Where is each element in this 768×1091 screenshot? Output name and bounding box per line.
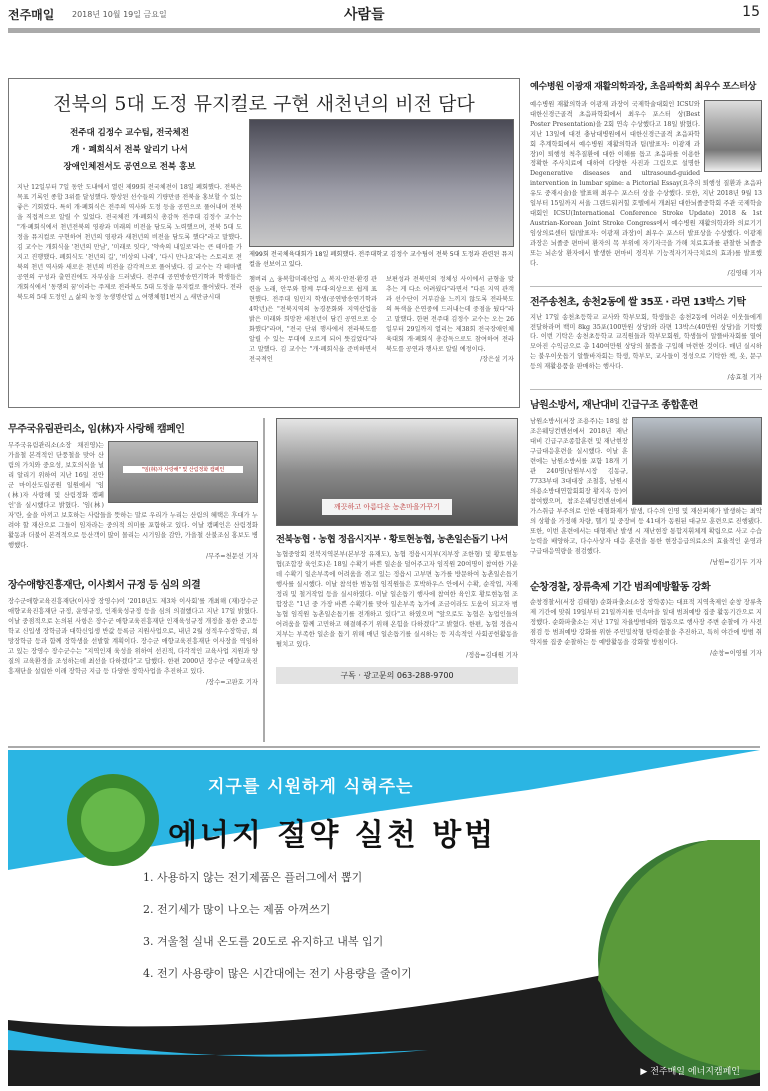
article-headline: 예수병원 이광재 재활의학과장, 초음파학회 최우수 포스터상 xyxy=(530,81,756,92)
left-column xyxy=(8,420,258,688)
byline: /순창=이영필 기자 xyxy=(710,650,762,658)
article-headline: 무주국유림관리소, 임(林)자 사랑해 캠페인 xyxy=(8,424,185,435)
campaign-banner: "임(林)자 사랑해" 및 산림정화 캠페인 xyxy=(123,466,243,473)
musical-performance-photo xyxy=(249,119,514,247)
section-rule xyxy=(8,746,760,748)
article-headline: 전북농협 · 농협 정읍시지부 · 황토현농협, 농촌일손돕기 나서 xyxy=(276,534,508,545)
column-divider xyxy=(263,418,265,742)
byline: /남원=김기두 기자 xyxy=(710,559,762,567)
feature-headline: 전북의 5대 도정 뮤지컬로 구현 새천년의 비전 담다 xyxy=(53,93,475,115)
article-headline: 순창경찰, 장류축제 기간 범죄예방활동 강화 xyxy=(530,582,711,594)
center-column xyxy=(276,418,518,684)
article-body: 남원소방서(서장 조용주)는 18일 참조은웨딩컨벤션에서 2018년 재난대비 긴급구조종합훈련 및 재난현장 구급대응훈련을 실시했다. 이날 훈련에는 남원소방서를 포함 18개 기관 240명(남원부시장 김동규, 7733부대 3대대장 조철흥, 남원시 의용소방대연합회회장 황지옥 등)이 참여했으며, 참조은웨딩컨벤션에서 가스취급 부주의로 인한 대형화재가 발생, 다수의 인명 및 재산피해가 발생하는 최악의 상황을 가정해 차량, 헬기 및 중장비 등 41대가 동원된 대규모 훈련으로 진행됐다. 또한, 이번 훈련에서는 대형재난 발생 시 재난현장 통합지휘체계 확립으로 사고 수습능력을 배양하고, 다수사상자 대응 훈련을 통한 현장응급의료소의 효율적인 운영과 구급대응역량을 점검했다. xyxy=(530,418,762,556)
volunteer-photo xyxy=(276,418,518,526)
subhead-line: 장애인체전서도 공연으로 전북 홍보 xyxy=(63,162,196,172)
byline: /송효철 기자 xyxy=(727,374,762,382)
article-body: 지난 17일 송천초등학교 교사와 학부모회, 학생들은 송천2동에 어려운 이웃들에게 전달하라며 백미 8kg 35포(100만원 상당)와 라면 13박스(40만원 상당)을 기탁했다. 이번 기탁은 송천초등학교 교직원들과 학부모회원, 학생들이 알뜰바자회를 열어 모아진 수익금으로 총 140여만원 상당의 물품을 구입해 마련한 것이다. 매년 실시하는 불우이웃돕기 알뜰바자회는 학생, 학부모, 교사들이 정성으로 기탁한 책, 옷, 문구 등의 재활용품을 판매하는 행사다. xyxy=(530,313,762,371)
energy-campaign-ad xyxy=(8,750,760,1086)
photo-caption: 제99회 전국체육대회가 18일 폐회했다. 전주대학교 김정수 교수팀이 전북 5대 도정과 관련된 뮤지컬을 선보이고 있다. xyxy=(249,251,514,268)
play-triangle-icon: ▶ xyxy=(640,1067,651,1077)
feature-subhead xyxy=(17,125,242,176)
portrait-photo xyxy=(704,100,762,172)
article-headline: 장수애향진흥재단, 이사회서 규정 등 심의 의결 xyxy=(8,580,201,592)
tip-item: 1. 사용하지 않는 전기제품은 플러그에서 뽑기 xyxy=(143,871,363,884)
divider xyxy=(530,286,762,287)
article-body: 순창경찰서(서장 김태형) 순화파출소(소장 장학종)는 대표적 지역축제인 순창 장류축제 기간에 맞춰 19일부터 21일까지를 민속마을 일대 범죄예방 집중 활동기간으로 지정했다. 순화파출소는 지난 17일 자율방범대와 협동으로 행사장 주변 순찰에 가 사전점검 등 범죄예방 강화를 위한 주민밀착형 탄력순찰을 추진하고, 특히 야간에 방범 취약지를 집중 순찰하는 등 예방활동을 강화할 방침이다. xyxy=(530,599,762,647)
ad-title: 에너지 절약 실천 방법 xyxy=(168,818,497,853)
right-column xyxy=(530,78,762,660)
article-headline: 남원소방서, 재난대비 긴급구조 종합훈련 xyxy=(530,400,698,412)
feature-column-2: 챔버리 △ 융복합미래산업 △ 복지·안전·환경 관련을 노래, 안무와 함께 무대·의상으로 쉽게 표현했다. 전주대 임민지 학생(공연방송연기학과 4학년)은 "전북지역의 농경문화와 지역산업을 밝은 미래와 희망찬 새천년이 담긴 공연으로 승화했다"라며, "전국 단위 행사에서 전라북도를 알릴 수 있는 무대에 오르게 되어 뜻깊었다"라고 말했다. 김 교수는 "개·폐회식을 준비하면서 전국적인 xyxy=(249,276,377,363)
byline: /장수=고판호 기자 xyxy=(206,679,258,687)
subhead-line: 개 · 폐회식서 전북 알리기 나서 xyxy=(71,145,188,155)
subscribe-info: 구독 · 광고문의 063-288-9700 xyxy=(276,667,518,684)
ad-tagline: 지구를 시원하게 식혀주는 xyxy=(208,777,414,797)
feature-column-3 xyxy=(386,275,514,365)
byline: /무주=천문선 기자 xyxy=(206,553,258,560)
article-body: 농협중앙회 전북지역본부(본부장 유재도), 농협 정읍시지부(지부장 조한형) 및 황토현농협(조합장 육인호)은 18일 수확기 바쁜 일손을 덜어주고자 임직원 20여명이 참여한 가운데 수확기 일손부족에 어려움을 겪고 있는 정읍시 고부면 농가를 방문하여 농촌일손돕기 행사를 실시했다. 이날 참석한 범농협 임직원들은 호박하우스 안에서 수확, 순작업, 자재 정리 및 철거작업 등을 실시하였다. 이날 일손돕기 행사에 참여한 육인호 황토현농협 조합장은 "1년 중 가장 바쁜 수확기를 맞아 일손부족 농가에 조금이라도 도움이 되고자 범농협 임직원 농촌일손돕기를 전개하고 있다"고 하였으며 "앞으로도 농협은 농업인들의 어려움을 함께 고민하고 해결해주기 위해 온힘을 다하겠다"고 밝혔다. 한편, 농협 정읍시지부는 부족한 일손을 돕기 위해 매년 일손돕기를 실시하는 등 지속적인 사회공헌활동을 펼치고 있다. xyxy=(276,551,518,648)
column-text: 보편성과 전북민의 정체성 사이에서 균형을 맞추는 게 다소 어려웠다"라면서 "다른 지역 관객과 선수단이 거부감을 느끼지 않도록 전라북도의 특색을 은연중에 드러내는데 중점을 뒀다"라고 말했다. 한편 전주대 김정수 교수는 오는 26일부터 29일까지 열리는 제38회 전국장애인체육대회 개·폐회식 총감독으로도 참여하여 전라북도를 공연과 행사로 알릴 예정이다. xyxy=(386,276,514,353)
masthead xyxy=(8,4,760,26)
feature-article xyxy=(8,78,520,408)
article-body: 예수병원 재활의학과 이광재 과장이 국제학술대회인 ICSU와 대한신경근골격 초음파학회에서 최우수 포스터 상(Best Poster Presentation)을 2회 연속 수상했다고 18일 밝혔다. 지난 13일에 대전 충남대병원에서 대한신경근골격 초음파학회 추계학회에서 예수병원 재활의학과 팀(발표자: 이광재 과장)이 퇴행성 척추질환에 대한 이해를 돕고 초음파를 이용한 정확한 주사치료에 대하여 다양한 사진과 그림으로 설명한 Degenerative diseases and ultrasound-guided intervention in lumbar spine: a Pictorial Essay(요추의 퇴행성 질환과 초음파 유도 중재시술)을 발표해 최우수 포스터 상을 수상했다. 또한, 지난 2018년 9월 13일부터 15일까지 서울 그랜드워커힐 호텔에서 개최된 대한뇌졸중학회 주관 국제학술대회인 ICSU(International Conference Stroke Update) 2018 & 1st Austrian-Korean Joint Stroke Congress에서 예수병원 재활의학과와 의료기기임상의료센터 팀(발표자: 이광재 과장)이 최우수 포스터 발표상을 수상했다. 이광재 과장은 뇌졸중 편마비 환자의 목 부위에 자기자극을 가해 치료효과를 관찰한 뇌졸중 또는 뇌손상 환자에서 발생한 편마비 경직부 기능적자기자극치료의 효과)를 발표했다. xyxy=(530,101,762,267)
tip-item: 3. 겨울철 실내 온도를 20도로 유지하고 내복 입기 xyxy=(143,935,384,948)
byline: /정읍=김대원 기자 xyxy=(466,652,518,659)
page-number: 15 xyxy=(742,4,760,20)
section-title: 사람들 xyxy=(344,7,385,23)
header-rule xyxy=(8,28,760,33)
divider xyxy=(530,389,762,390)
tips-list xyxy=(143,862,412,990)
article-headline: 전주송천초, 송천2동에 쌀 35포 · 라면 13박스 기탁 xyxy=(530,296,746,308)
campaign-photo xyxy=(108,441,258,503)
subhead-line: 전주대 김정수 교수팀, 전국체전 xyxy=(70,128,189,138)
issue-date: 2018년 10월 19일 금요일 xyxy=(72,10,167,19)
tip-item: 4. 전기 사용량이 많은 시간대에는 전기 사용량을 줄이기 xyxy=(143,967,412,980)
byline: /장은설 기자 xyxy=(480,356,514,363)
ad-footer-text: 전주매일 에너지캠페인 xyxy=(650,1067,740,1077)
ad-footer xyxy=(640,1064,740,1077)
byline: /김영태 기자 xyxy=(727,270,762,278)
volunteer-banner: 깨끗하고 아름다운 농촌마을가꾸기 xyxy=(322,499,452,515)
article-body: 무주국유림관리소(소장 채진영)는 가을철 본격적인 단풍철을 맞아 산림의 가치와 중요성, 보호의식을 널리 알리기 위하여 지난 16일 진안군 마이산도립공원 일원에서 '임(林)자 사랑해 및 산림정화 캠페인'을 실시했다고 밝혔다. '임(林)자'란, 숲을 아끼고 보호하는 사람들을 뜻하는 말로 우리가 누리는 산림의 혜택은 후대가 누려야 할 재산으로 그들이 임자라는 중의적 의미를 포함하고 있다. 이날 캠페인은 산림정화 활동과 더불어 본격적으로 등산객이 많이 몰리는 시기임을 감안, 가을철 산불조심 홍보도 병행했다. xyxy=(8,442,258,549)
article-body: 장수군애향교육진흥재단(이사장 장영수)이 '2018년도 제3차 이사회'를 개최해 (재)장수군애향교육진흥재단 규정, 운영규정, 인재육성규정 등을 심의 의결했다고 지난 17일 밝혔다. 이날 중점적으로 논의된 사항은 장수군 애향교육진흥재단 인재육성규정 개정을 통한 중고등학교 신입생 장학금과 대학신입생 반값 등록금 지원사업으로, 내년 2월 성적우수장학금, 희망장학금 등과 함께 장학생을 선발할 계획이다. 장수군 애향교육진흥재단 이사장을 역임하고 있는 장영수 장수군수는 "지역인재 육성을 위하여 선진적, 다각적인 교육사업 지원과 양질의 교육환경을 조성하는데 최선을 다하겠다"고 답했다. 한편 2000년 장수군 애향교육진흥재단을 설립한 이래 장학금 지급 등 다양한 장학사업을 추진하고 있다. xyxy=(8,598,258,676)
newspaper-logo: 전주매일 xyxy=(8,8,55,22)
feature-column-1: 지난 12일부터 7일 동안 도내에서 열린 제99회 전국체전이 18일 폐회했다. 전북은 목표 기록인 종합 3위를 달성했다. 향상된 선수들의 기량만큼 전북을 홍보할 수 있는 좋은 기회였다. 특히 개·폐회식은 전주의 역사와 도정 등을 공연으로 풀어내며 전북을 직접적으로 알릴 수 있었다. 전국체전 개·폐회식 총감독 전주대 김정수 교수는 "개·폐회식에서 천년전북의 영광과 미래의 비전을 담도록 노력했으며, 전북 5대 도정을 뮤지컬로 구현하여 천년의 영광과 새천년의 비전을 담도록 했다"라고 말했다. 김 교수는 개회식을 '천년의 만남', '미래로 잇다', '약속의 내일로'라는 큰 테마를 가지고 진행했다. 폐회식도 '천년의 길', '비상의 나래', '다시 만나요'라는 스토리로 전북의 천년 역사와 새로운 천년의 비전을 감각적으로 풀어냈다. 김 교수는 각 테마별 공연의 구성과 출연진에도 자부심을 드러냈다. 전주대 공연방송연기학과 학생들은 개회식에서 '동행의 꿈'이라는 주제로 전라북도 5대 도정을 뮤지컬로 풀어냈다. 전라북도의 5대 도정인 △ 삶의 농정 농생명산업 △ 여행체험1번지 △ 새만금시대 xyxy=(17,184,242,301)
tip-item: 2. 전기세가 많이 나오는 제품 아껴쓰기 xyxy=(143,903,331,916)
fire-drill-photo xyxy=(632,417,762,505)
